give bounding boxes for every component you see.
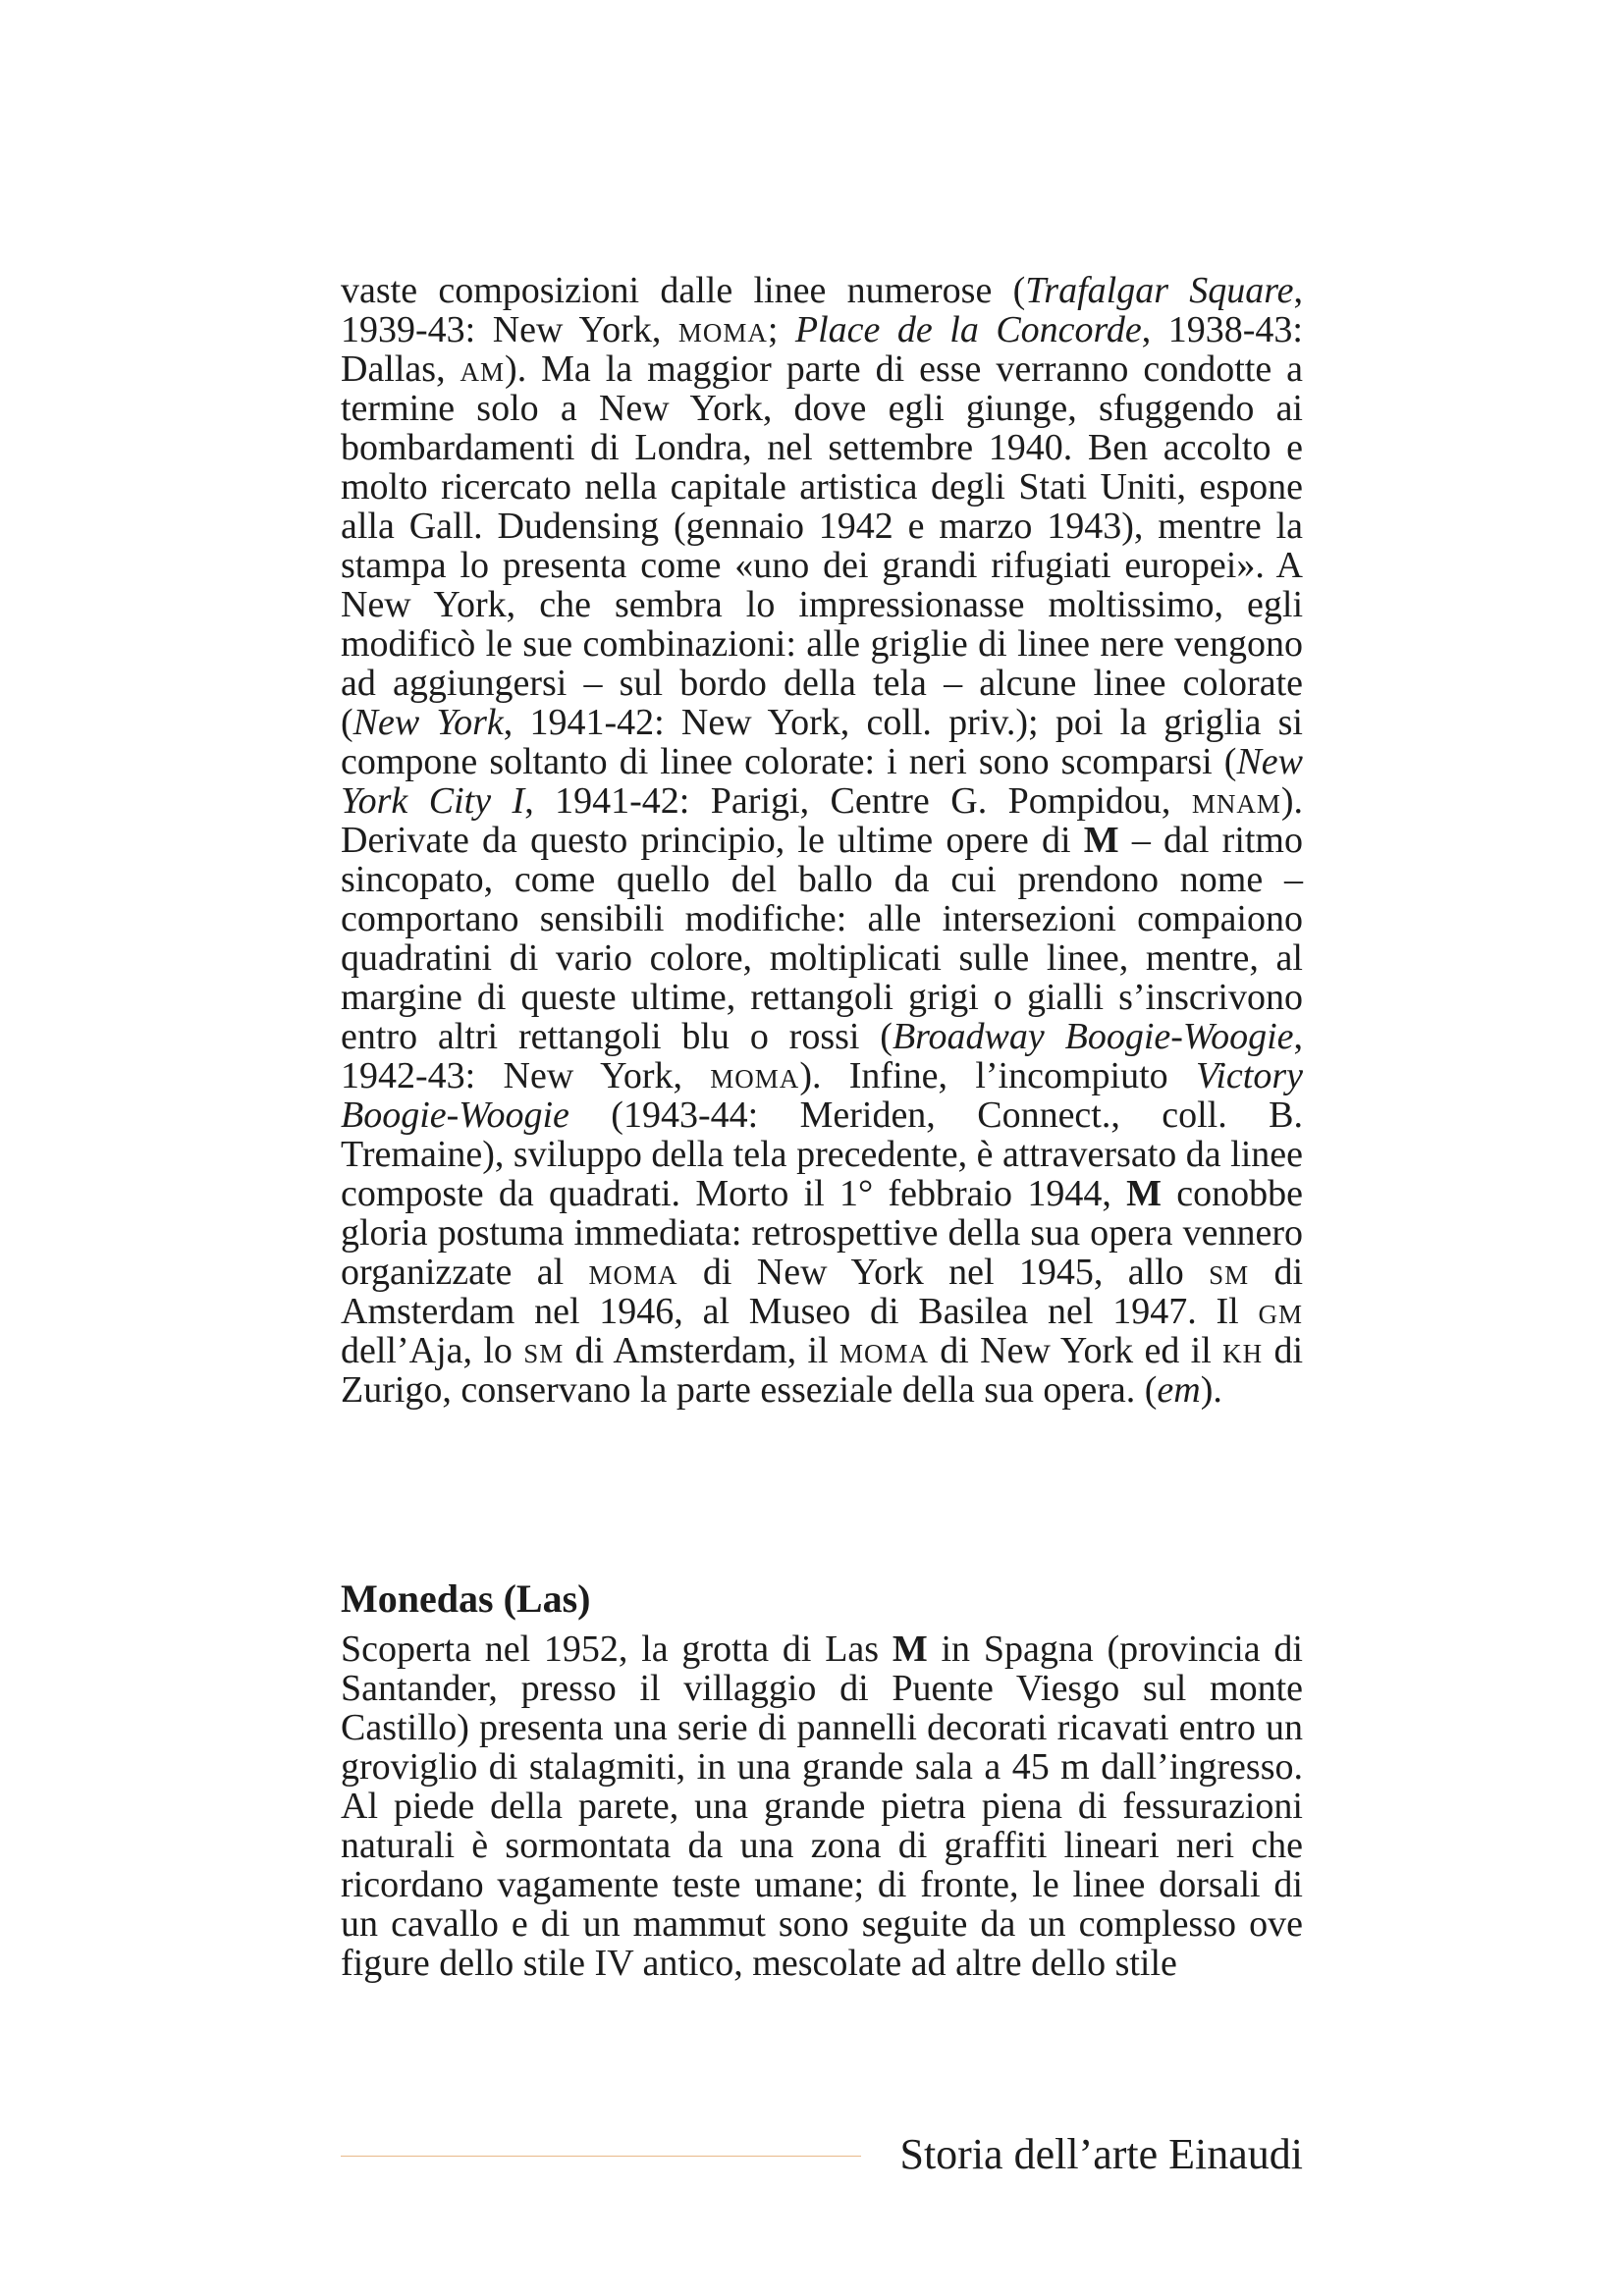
artwork-title: New York bbox=[352, 702, 504, 743]
entry-heading-monedas: Monedas (Las) bbox=[341, 1576, 591, 1621]
artwork-title: New York City I bbox=[341, 741, 1303, 822]
text-run: , 1939-43: New York, bbox=[341, 270, 1303, 350]
text-run: vaste composizioni dalle linee numerose ( bbox=[341, 270, 1026, 311]
text-run: di Zurigo, conservano la parte esseziale della sua opera. ( bbox=[341, 1330, 1303, 1411]
artwork-title: Broadway Boogie-Woogie bbox=[892, 1016, 1294, 1057]
text-run: (1943-44: Meriden, Connect., coll. B. Tremaine), sviluppo della tela precedente, è attraversato da linee composte da quadrati. Morto il 1° febbraio 1944, bbox=[341, 1095, 1303, 1214]
entry-mondrian-paragraph bbox=[341, 271, 1303, 1410]
artwork-title: Victory Boogie-Woogie bbox=[341, 1055, 1303, 1136]
text-run: dell’Aja, lo bbox=[341, 1330, 524, 1371]
museum-abbreviation: sm bbox=[1209, 1252, 1250, 1293]
entry-monedas-paragraph bbox=[341, 1629, 1303, 1983]
museum-abbreviation: moma bbox=[710, 1055, 800, 1096]
text-run: , 1938-43: Dallas, bbox=[341, 309, 1303, 390]
text-run: Scoperta nel 1952, la grotta di Las bbox=[341, 1629, 893, 1670]
text-run: , 1941-42: New York, coll. priv.); poi la griglia si compone soltanto di linee colorate: i neri sono scomparsi ( bbox=[341, 702, 1303, 782]
text-run: di Amsterdam, il bbox=[564, 1330, 839, 1371]
text-run: , 1941-42: Parigi, Centre G. Pompidou, bbox=[524, 780, 1192, 822]
entry-initial: M bbox=[892, 1629, 928, 1670]
artwork-title: Trafalgar Square bbox=[1025, 270, 1294, 311]
text-run: ). Ma la maggior parte di esse verranno condotte a termine solo a New York, dove egli giunge, sfuggendo ai bombardamenti di Londra, nel settembre 1940. Ben accolto e molto ricercato nella capitale artistica degli Stati Uniti, espone alla Gall. Dudensing (gennaio 1942 e marzo 1943), mentre la stampa lo presenta come «uno dei grandi rifugiati europei». A New York, che sembra lo impressionasse moltissimo, egli modificò le sue combinazioni: alle griglie di linee nere vengono ad aggiungersi – sul bordo della tela – alcune linee colorate ( bbox=[341, 348, 1304, 743]
entry-initial: M bbox=[1083, 820, 1119, 861]
text-run: – dal ritmo sincopato, come quello del ballo da cui prendono nome – comportano sensibili modifiche: alle intersezioni compaiono quadratini di vario colore, moltiplicati sulle linee, mentre, al margine di queste ultime, rettangoli grigi o gialli s’inscrivono entro altri rettangoli blu o rossi ( bbox=[341, 820, 1303, 1057]
page-footer bbox=[341, 2130, 1303, 2179]
museum-abbreviation: sm bbox=[523, 1330, 565, 1371]
museum-abbreviation: mnam bbox=[1191, 780, 1281, 822]
museum-abbreviation: moma bbox=[677, 309, 768, 350]
text-run: , 1942-43: New York, bbox=[341, 1016, 1303, 1096]
entry-initial: M bbox=[1126, 1173, 1162, 1214]
author-initials: em bbox=[1157, 1369, 1201, 1411]
text-run: conobbe gloria postuma immediata: retrospettive della sua opera vennero organizzate al bbox=[341, 1173, 1303, 1293]
entry-monedas-body bbox=[341, 1629, 1303, 1983]
entry-mondrian-continuation bbox=[341, 271, 1303, 1410]
footer-publication-title: Storia dell’arte Einaudi bbox=[899, 2130, 1303, 2178]
text-run: ). Infine, l’incompiuto bbox=[799, 1055, 1196, 1096]
text-run: di New York nel 1945, allo bbox=[677, 1252, 1210, 1293]
text-run: ). bbox=[1200, 1369, 1222, 1411]
museum-abbreviation: am bbox=[460, 348, 506, 390]
museum-abbreviation: kh bbox=[1222, 1330, 1264, 1371]
museum-abbreviation: moma bbox=[588, 1252, 678, 1293]
text-run: in Spagna (provincia di Santander, presso il villaggio di Puente Viesgo sul monte Castillo) presenta una serie di pannelli decorati ricavati entro un groviglio di stalagmiti, in una grande sala a 45 m dall’ingresso. Al piede della parete, una grande pietra piena di fessurazioni naturali è sormontata da una zona di graffiti lineari neri che ricordano vagamente teste umane; di fronte, le linee dorsali di un cavallo e di un mammut sono seguite da un complesso ove figure dello stile IV antico, mescolate ad altre dello stile bbox=[341, 1629, 1303, 1984]
text-run: di Amsterdam nel 1946, al Museo di Basilea nel 1947. Il bbox=[341, 1252, 1303, 1332]
artwork-title: Place de la Concorde bbox=[794, 309, 1142, 350]
museum-abbreviation: moma bbox=[839, 1330, 929, 1371]
text-run: ; bbox=[767, 309, 795, 350]
text-run: ). Derivate da questo principio, le ultime opere di bbox=[341, 780, 1304, 861]
footer-rule bbox=[341, 2156, 861, 2157]
museum-abbreviation: gm bbox=[1258, 1291, 1303, 1332]
text-run: di New York ed il bbox=[928, 1330, 1223, 1371]
